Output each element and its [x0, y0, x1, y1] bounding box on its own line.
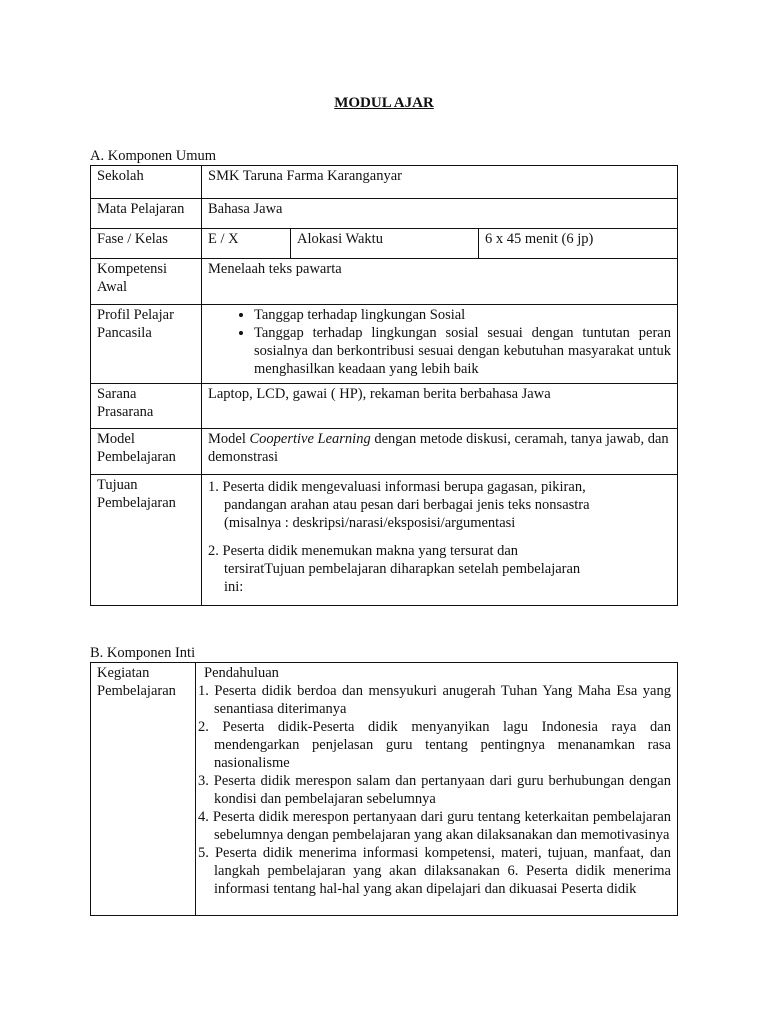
kompetensi-value: Menelaah teks pawarta [202, 259, 678, 305]
fase-label: Fase / Kelas [91, 229, 202, 259]
model-prefix: Model [208, 431, 250, 447]
table-row [91, 384, 678, 429]
list-item: 3. Peserta didik merespon salam dan pertanyaan dari guru berhubungan dengan kondisi dan pembelajaran sebelumnya [198, 773, 671, 807]
sekolah-label: Sekolah [91, 166, 202, 199]
mapel-label: Mata Pelajaran [91, 199, 202, 229]
kegiatan-cell [196, 663, 678, 916]
table-row [91, 229, 678, 259]
model-italic: Coopertive Learning [249, 431, 371, 447]
pendahuluan-heading: Pendahuluan [204, 665, 279, 681]
table-row [91, 259, 678, 305]
profil-cell [202, 305, 678, 384]
mapel-value: Bahasa Jawa [202, 199, 678, 229]
table-row [91, 663, 678, 916]
list-item: 1. Peserta didik berdoa dan mensyukuri anugerah Tuhan Yang Maha Esa yang senantiasa diterimanya [198, 683, 671, 717]
table-row [91, 166, 678, 199]
table-row [91, 305, 678, 384]
sarana-label: Sarana Prasarana [91, 384, 202, 429]
model-label: Model Pembelajaran [91, 429, 202, 475]
tujuan-label: Tujuan Pembelajaran [91, 475, 202, 606]
tujuan-cell [202, 475, 678, 606]
list-item: 5. Peserta didik menerima informasi kompetensi, materi, tujuan, manfaat, dan langkah pembelajaran yang akan dilaksanakan 6. Peserta didik menerima informasi tentang hal-hal yang akan dipelajari dan dikuasai Peserta didik [198, 845, 671, 897]
list-item: • Tanggap terhadap lingkungan Sosial [254, 306, 671, 324]
document-title: MODUL AJAR [334, 95, 434, 111]
sekolah-value: SMK Taruna Farma Karanganyar [202, 166, 678, 199]
tujuan-item-1: 1. Peserta didik mengevaluasi informasi berupa gagasan, pikiran, pandangan arahan atau pesan dari berbagai jenis teks nonsastra (misalnya : deskripsi/narasi/eksposisi/argumentasi [208, 479, 590, 531]
section-b-heading: B. Komponen Inti [90, 645, 196, 661]
list-item: 4. Peserta didik merespon pertanyaan dari guru tentang keterkaitan pembelajaran sebelumnya dengan pembelajaran yang akan dilaksanakan dan memotivasinya [198, 809, 671, 843]
kegiatan-label: Kegiatan Pembelajaran [91, 663, 196, 916]
pendahuluan-list [198, 682, 671, 898]
sarana-value: Laptop, LCD, gawai ( HP), rekaman berita berbahasa Jawa [202, 384, 678, 429]
kompetensi-label: Kompetensi Awal [91, 259, 202, 305]
table-row [91, 429, 678, 475]
profil-label: Profil Pelajar Pancasila [91, 305, 202, 384]
komponen-inti-table [90, 662, 678, 916]
model-value [202, 429, 678, 475]
alokasi-label: Alokasi Waktu [291, 229, 479, 259]
table-row [91, 475, 678, 606]
model-suffix: dengan metode diskusi, ceramah, tanya jawab, dan demonstrasi [208, 431, 669, 465]
table-row [91, 199, 678, 229]
list-item: 2. Peserta didik-Peserta didik menyanyikan lagu Indonesia raya dan mendengarkan penjelasan guru tentang pentingnya menanamkan rasa nasionalisme [198, 719, 671, 771]
list-item: • Tanggap terhadap lingkungan sosial sesuai dengan tuntutan peran sosialnya dan berkontribusi sesuai dengan kebutuhan masyarakat untuk menghasilkan keadaan yang lebih baik [254, 324, 671, 378]
tujuan-item-2: 2. Peserta didik menemukan makna yang tersurat dan tersiratTujuan pembelajaran diharapkan setelah pembelajaran ini: [208, 543, 581, 595]
komponen-umum-table [90, 165, 678, 606]
alokasi-value: 6 x 45 menit (6 jp) [479, 229, 678, 259]
profil-list [208, 306, 671, 378]
fase-value: E / X [202, 229, 291, 259]
section-a-heading: A. Komponen Umum [90, 148, 217, 164]
